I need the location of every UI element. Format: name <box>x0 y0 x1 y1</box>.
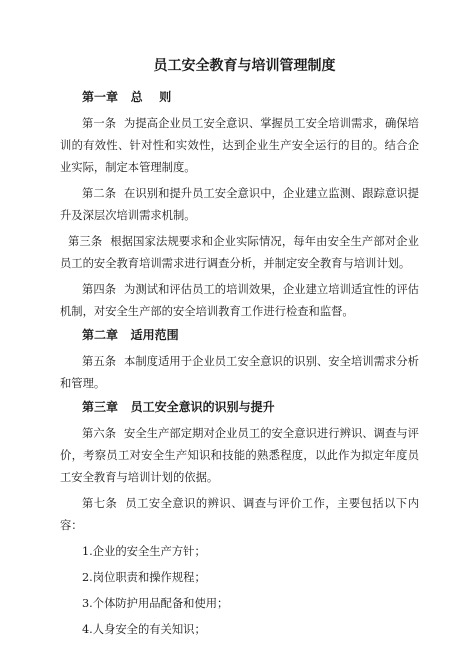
article-4 <box>60 279 419 323</box>
chapter-3-name: 员工安全意识的识别与提升 <box>130 400 275 414</box>
article-4-number: 第四条 <box>82 283 117 296</box>
article-1 <box>60 113 419 179</box>
article-7-number: 第七条 <box>82 497 118 510</box>
article-4-text: 为测试和评估员工的培训效果，企业建立培训适宜性的评估机制，对安全生产部的安全培训教育工作进行检查和监督。 <box>60 283 419 318</box>
article-6-text: 安全生产部定期对企业员工的安全意识进行辨识、调查与评价，考察员工对安全生产知识和技能的熟悉程度，以此作为拟定年度员工安全教育与培训计划的依据。 <box>60 427 419 484</box>
article-3-number: 第三条 <box>68 235 103 248</box>
list-item: 4.人身安全的有关知识； <box>82 623 206 636</box>
list-item: 1.企业的安全生产方针； <box>82 545 206 558</box>
article-1-number: 第一条 <box>82 117 117 130</box>
chapter-2-label: 第二章 <box>82 328 119 342</box>
article-5 <box>60 351 419 395</box>
article-2 <box>60 183 419 227</box>
article-2-text: 在识别和提升员工安全意识中，企业建立监测、跟踪意识提升及深层次培训需求机制。 <box>60 187 419 222</box>
chapter-2-heading <box>60 327 419 343</box>
article-5-number: 第五条 <box>82 355 117 368</box>
article-3 <box>60 231 419 275</box>
chapter-1-heading <box>60 89 419 105</box>
article-5-text: 本制度适用于企业员工安全意识的识别、安全培训需求分析和管理。 <box>60 355 419 390</box>
list-item: 2.岗位职责和操作规程； <box>82 571 206 584</box>
chapter-3-label: 第三章 <box>82 400 119 414</box>
article-6 <box>60 423 419 489</box>
article-3-text: 根据国家法规要求和企业实际情况，每年由安全生产部对企业员工的安全教育培训需求进行调查分析，并制定安全教育与培训计划。 <box>60 235 419 270</box>
article-1-text: 为提高企业员工安全意识、掌握员工安全培训需求，确保培训的有效性、针对性和实效性，达到企业生产安全运行的目的。结合企业实际，制定本管理制度。 <box>60 117 419 174</box>
chapter-1-label: 第一章 <box>82 90 119 104</box>
document-title: 员工安全教育与培训管理制度 <box>153 58 336 74</box>
article-7-text: 员工安全意识的辨识、调查与评价工作，主要包括以下内容： <box>60 497 419 532</box>
chapter-3-heading <box>60 399 419 415</box>
article-2-number: 第二条 <box>82 187 117 200</box>
article-6-number: 第六条 <box>82 427 117 440</box>
article-7 <box>60 493 419 537</box>
list-item: 3.个体防护用品配备和使用； <box>82 597 229 610</box>
chapter-1-name: 总 则 <box>130 90 172 104</box>
chapter-2-name: 适用范围 <box>130 328 179 342</box>
